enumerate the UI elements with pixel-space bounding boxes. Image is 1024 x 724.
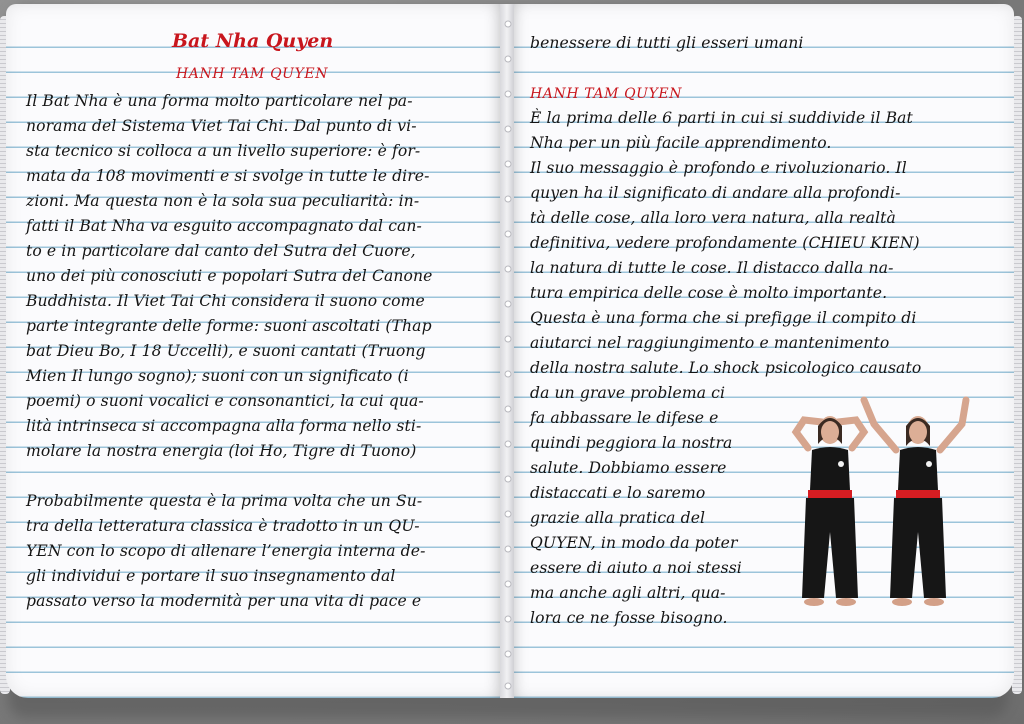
right-paragraph-2: da un grave problema ci fa abbassare le difese e quindi peggiora la nostra salute. Dobbiamo essere distaccati e lo saremo grazie alla pratica del QUYEN, in modo da poter essere di aiuto a noi stessi ma anche agli altri, qua- lora ce ne fosse bisogno. xyxy=(530,384,742,627)
left-subtitle: HANH TAM QUYEN xyxy=(176,66,329,82)
right-subtitle: HANH TAM QUYEN xyxy=(530,86,683,102)
left-paragraph-1: Il Bat Nha è una forma molto particolare nel pa- norama del Sistema Viet Tai Chi. Dal punto di vi- sta tecnico si colloca a un livello superiore: è for- mata da 108 movimenti e si svolge in tutte le dire- zioni. Ma questa non è la sola sua peculiarità: in- fatti il Bat Nha va esguito accompagnato dal can- to e in particolare dal canto del Sutra del Cuore, uno dei più conosciuti e popolari Sutra del Canone Buddhista. Il Viet Tai Chi considera il suono come parte integrante delle forme: suoni ascoltati (Thap bat Dieu Bo, I 18 Uccelli), e suoni cantati (Truong Mien Il lungo sogno); suoni con un significato (i poemi) o suoni vocalici e consonantici, la cui qua- lità intrinseca si accompagna alla forma nello sti- molare la nostra energia (loi Ho, Tigre di Tuono) xyxy=(26,92,433,460)
practitioner-figure-2 xyxy=(864,400,966,606)
practitioner-figure-1 xyxy=(796,416,864,606)
right-paragraph-1: È la prima delle 6 parti in cui si suddivide il Bat Nha per un più facile apprendimento. Il suo messaggio è profondo e rivoluzionario. Il quyen ha il significato di andare alla profondi- tà delle cose, alla loro vera natura, alla realtà definitiva, vedere profondamente (CHIEU KIEN) la natura di tutte le cose. Il distacco dalla na- tura empirica delle cose è molto importante. Questa è una forma che si prefigge il compito di aiutarci nel raggiungimento e mantenimento della nostra salute. Lo shock psicologico causato xyxy=(530,109,922,377)
left-paragraph-2: Probabilmente questa è la prima volta che un Su- tra della letteratura classica è tradotto in un QU- YEN con lo scopo di allenare l’energia interna de- gli individui e portare il suo insegnamento dal passato verso la modernità per una vita di pace e xyxy=(26,492,426,610)
practitioners-illustration xyxy=(778,392,974,624)
right-continuation-line: benessere di tutti gli esseri umani xyxy=(530,34,804,52)
page-title: Bat Nha Quyen xyxy=(172,30,334,52)
spiral-binding-icon xyxy=(498,14,518,694)
